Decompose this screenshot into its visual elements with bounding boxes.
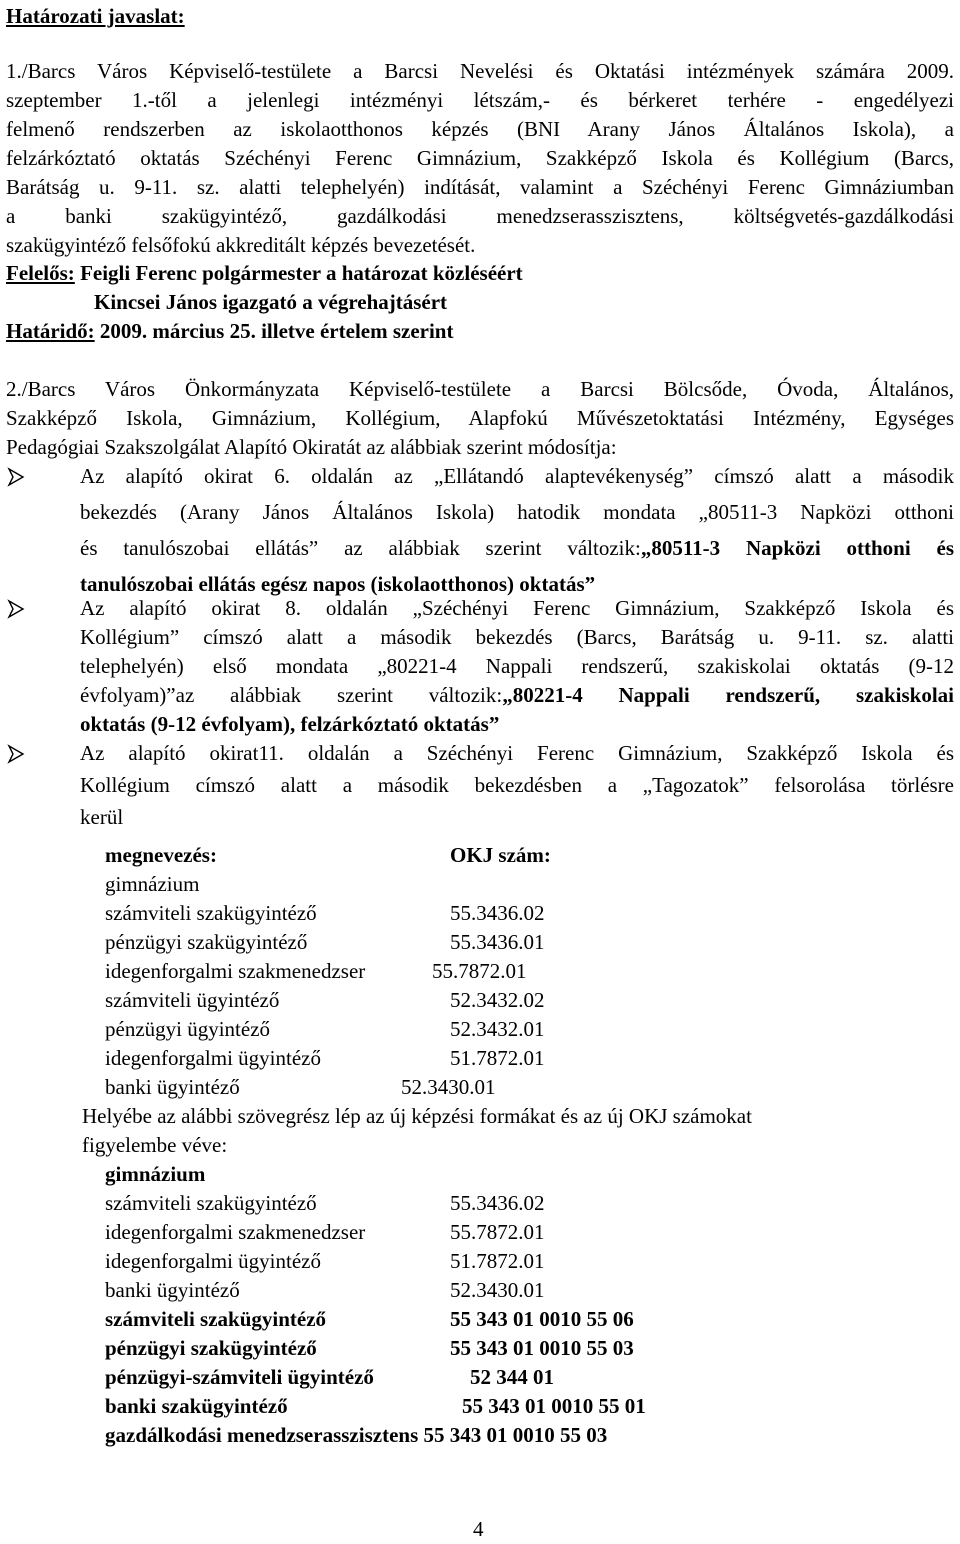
changed-text-bold: „80511-3 Napközi otthoni és — [640, 536, 954, 560]
arrow-bullet-icon — [6, 739, 46, 768]
table2-row: gazdálkodási menedzserasszisztens 55 343 01 0010 55 03 — [105, 1423, 608, 1447]
table2-row-code: 55 343 01 0010 55 01 — [462, 1394, 646, 1418]
table1-header-code: OKJ szám: — [450, 843, 551, 867]
changed-text-bold: „80221-4 Nappali rendszerű, szakiskolai — [502, 683, 954, 707]
text-line: 2./Barcs Város Önkormányzata Képviselő-testülete a Barcsi Bölcsőde, Óvoda, Általános, — [6, 377, 954, 401]
replacement-intro-line: Helyébe az alábbi szövegrész lép az új képzési formákat és az új OKJ számokat — [82, 1104, 752, 1128]
table1-row-name: idegenforgalmi ügyintéző — [105, 1046, 321, 1070]
table2-row-code: 55.3436.02 — [450, 1191, 545, 1215]
table2-row-name: banki ügyintéző — [105, 1278, 240, 1302]
deadline-line — [6, 317, 453, 346]
table2-row-name: számviteli szakügyintéző — [105, 1307, 327, 1331]
resolution-1-paragraph — [6, 57, 954, 260]
table2-row-code: 52 344 01 — [470, 1365, 554, 1389]
text-line: Kollégium” címszó alatt a második bekezdés (Barcs, Barátság u. 9-11. sz. alatti — [80, 625, 954, 649]
text-line: Az alapító okirat11. oldalán a Széchényi Ferenc Gimnázium, Szakképző Iskola és — [80, 741, 954, 765]
table1-row-code: 52.3432.01 — [450, 1017, 545, 1041]
table2-row-name: számviteli szakügyintéző — [105, 1191, 317, 1215]
page-title: Határozati javaslat: — [6, 4, 185, 28]
text-line: felzárkóztató oktatás Széchényi Ferenc Gimnázium, Szakképző Iskola és Kollégium (Barcs, — [6, 146, 954, 170]
arrow-bullet-icon — [6, 594, 46, 623]
replacement-intro-line: figyelembe véve: — [82, 1133, 228, 1157]
resolution-2-paragraph — [6, 375, 954, 462]
responsible-line — [6, 259, 523, 288]
table2-row-code: 55.7872.01 — [450, 1220, 545, 1244]
responsible-mayor: Feigli Ferenc polgármester a határozat közléséért — [74, 261, 523, 285]
table1-row-code: 55.7872.01 — [432, 959, 527, 983]
table1-row-code: 55.3436.01 — [450, 930, 545, 954]
text-line: szeptember 1.-től a jelenlegi intézményi létszám,- és bérkeret terhére - engedélyezi — [6, 88, 954, 112]
text-line: évfolyam)”az alábbiak szerint változik:„80221-4 Nappali rendszerű, szakiskolai — [80, 683, 954, 707]
table1-row-code: 52.3432.02 — [450, 988, 545, 1012]
page-number: 4 — [473, 1517, 484, 1541]
text-line: Barátság u. 9-11. sz. alatti telephelyén) indítását, valamint a Széchényi Ferenc Gimnáziumban — [6, 175, 954, 199]
text-line: Pedagógiai Szakszolgálat Alapító Okiratát az alábbiak szerint módosítja: — [6, 435, 617, 459]
table2-row-code: 55 343 01 0010 55 06 — [450, 1307, 634, 1331]
table1-row-code: 51.7872.01 — [450, 1046, 545, 1070]
text-line: telephelyén) első mondata „80221-4 Nappali rendszerű, szakiskolai oktatás (9-12 — [80, 654, 954, 678]
responsible-director: Kincsei János igazgató a végrehajtásért — [94, 290, 448, 314]
text-line: Szakképző Iskola, Gimnázium, Kollégium, Alapfokú Művészetoktatási Intézmény, Egységes — [6, 406, 954, 430]
text-line: Az alapító okirat 6. oldalán az „Ellátandó alaptevékenység” címszó alatt a második — [80, 464, 954, 488]
deadline-label: Határidő: — [6, 319, 95, 343]
text-line: kerül — [80, 805, 124, 829]
changed-text-bold: tanulószobai ellátás egész napos (iskolaotthonos) oktatás” — [80, 572, 596, 596]
arrow-bullet-icon — [6, 462, 46, 491]
text-line: Az alapító okirat 8. oldalán „Széchényi Ferenc Gimnázium, Szakképző Iskola és — [80, 596, 954, 620]
table1-row-name: számviteli szakügyintéző — [105, 901, 317, 925]
table2-row-name: pénzügyi szakügyintéző — [105, 1336, 317, 1360]
table1-header-name: megnevezés: — [105, 843, 217, 867]
text-line: bekezdés (Arany János Általános Iskola) hatodik mondata „80511-3 Napközi otthoni — [80, 500, 954, 524]
text-line: 1./Barcs Város Képviselő-testülete a Barcsi Nevelési és Oktatási intézmények számára 2009. — [6, 59, 954, 83]
table2-row-name: idegenforgalmi ügyintéző — [105, 1249, 321, 1273]
table2-row: gimnázium — [105, 1162, 206, 1186]
table1-row-name: idegenforgalmi szakmenedzser — [105, 959, 366, 983]
text-line: a banki szakügyintéző, gazdálkodási menedzserasszisztens, költségvetés-gazdálkodási — [6, 204, 954, 228]
table2-row-name: idegenforgalmi szakmenedzser — [105, 1220, 366, 1244]
table2-row-name: banki szakügyintéző — [105, 1394, 288, 1418]
text-line: és tanulószobai ellátás” az alábbiak szerint változik:„80511-3 Napközi otthoni és — [80, 536, 954, 560]
deadline-value: 2009. március 25. illetve értelem szerint — [94, 319, 454, 343]
table2-row-code: 55 343 01 0010 55 03 — [450, 1336, 634, 1360]
table1-row-name: banki ügyintéző — [105, 1075, 240, 1099]
text-line: Kollégium címszó alatt a második bekezdésben a „Tagozatok” felsorolása törlésre — [80, 773, 954, 797]
changed-text-bold: oktatás (9-12 évfolyam), felzárkóztató oktatás” — [80, 712, 500, 736]
table2-row-code: 52.3430.01 — [450, 1278, 545, 1302]
text-line: felmenő rendszerben az iskolaotthonos képzés (BNI Arany János Általános Iskola), a — [6, 117, 954, 141]
text-line: szakügyintéző felsőfokú akkreditált képzés bevezetését. — [6, 233, 476, 257]
table1-row-name: számviteli ügyintéző — [105, 988, 280, 1012]
table2-row-name: pénzügyi-számviteli ügyintéző — [105, 1365, 374, 1389]
table1-row: gimnázium — [105, 872, 200, 896]
table1-row-name: pénzügyi szakügyintéző — [105, 930, 308, 954]
table1-row-name: pénzügyi ügyintéző — [105, 1017, 271, 1041]
table1-row-code: 55.3436.02 — [450, 901, 545, 925]
table1-row-code: 52.3430.01 — [401, 1075, 496, 1099]
table2-row-code: 51.7872.01 — [450, 1249, 545, 1273]
responsible-label: Felelős: — [6, 261, 75, 285]
